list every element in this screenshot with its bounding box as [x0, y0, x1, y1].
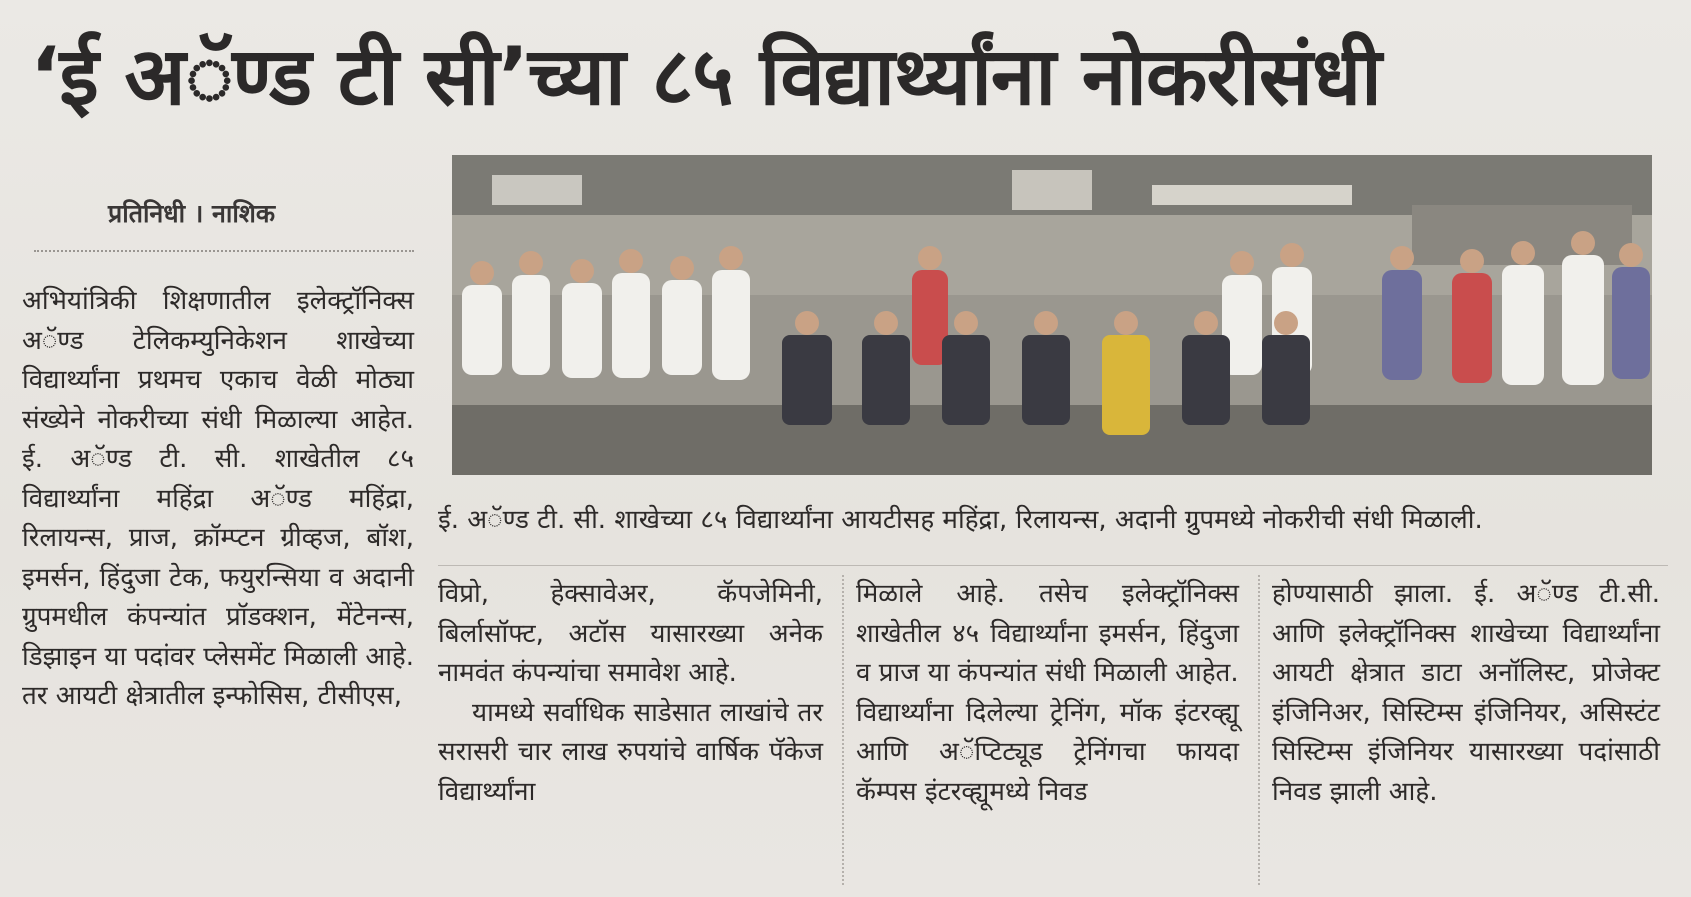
- headline: ‘ई अॅण्ड टी सी’च्या ८५ विद्यार्थ्यांना नोकरीसंधी: [30, 30, 1381, 123]
- column-divider: [842, 575, 844, 885]
- article-column-2: [438, 575, 823, 812]
- caption-divider: [438, 565, 1668, 566]
- column-4-text: होण्यासाठी झाला. ई. अॅण्ड टी.सी. आणि इलेक्ट्रॉनिक्स शाखेच्या विद्यार्थ्यांना आयटी क्षेत्रात डाटा अनॉलिस्ट, प्रोजेक्ट इंजिनिअर, सिस्टिम्स इंजिनियर, असिस्टंट सिस्टिम्स इंजिनियर यासारख्या पदांसाठी निवड झाली आहे.: [1272, 579, 1660, 807]
- column-1-text: अभियांत्रिकी शिक्षणातील इलेक्ट्रॉनिक्स अॅण्ड टेलिकम्युनिकेशन शाखेच्या विद्यार्थ्यांना प्रथमच एकाच वेळी मोठ्या संख्येने नोकरीच्या संधी मिळाल्या आहेत. ई. अॅण्ड टी. सी. शाखेतील ८५ विद्यार्थ्यांना महिंद्रा अॅण्ड महिंद्रा, रिलायन्स, प्राज, क्रॉम्प्टन ग्रीव्हज, बॉश, इमर्सन, हिंदुजा टेक, फयुरन्सिया व अदानी ग्रुपमधील कंपन्यांत प्रॉडक्शन, मेंटेनन्स, डिझाइन या पदांवर प्लेसमेंट मिळाली आहे. तर आयटी क्षेत्रातील इन्फोसिस, टीसीएस,: [22, 286, 414, 711]
- byline: प्रतिनिधी । नाशिक: [108, 199, 276, 228]
- column-divider: [1258, 575, 1260, 885]
- group-photo-illustration: [452, 155, 1652, 475]
- group-photo: [452, 155, 1652, 475]
- column-3-paragraph-2: विद्यार्थ्यांना दिलेल्या ट्रेनिंग, मॉक इंटरव्ह्यू आणि अॅप्टिट्यूड ट्रेनिंगचा फायदा कॅम्पस इंटरव्ह्यूमध्ये निवड: [856, 697, 1239, 807]
- article-column-1: [22, 282, 414, 717]
- byline-divider: [34, 250, 414, 252]
- article-column-3: [856, 575, 1239, 812]
- photo-caption: ई. अॅण्ड टी. सी. शाखेच्या ८५ विद्यार्थ्यांना आयटीसह महिंद्रा, रिलायन्स, अदानी ग्रुपमध्ये नोकरीची संधी मिळाली.: [438, 505, 1483, 535]
- column-2-paragraph-2: यामध्ये सर्वाधिक साडेसात लाखांचे तर सरासरी चार लाख रुपयांचे वार्षिक पॅकेज विद्यार्थ्यांना: [438, 697, 823, 807]
- column-2-paragraph-1: विप्रो, हेक्सावेअर, कॅपजेमिनी, बिर्लासॉफ्ट, अटॉस यासारख्या अनेक नामवंत कंपन्यांचा समावेश आहे.: [438, 579, 823, 688]
- article-column-4: [1272, 575, 1660, 812]
- column-3-paragraph-1: मिळाले आहे. तसेच इलेक्ट्रॉनिक्स शाखेतील ४५ विद्यार्थ्यांना इमर्सन, हिंदुजा व प्राज या कंपन्यांत संधी मिळाली आहेत.: [856, 579, 1239, 688]
